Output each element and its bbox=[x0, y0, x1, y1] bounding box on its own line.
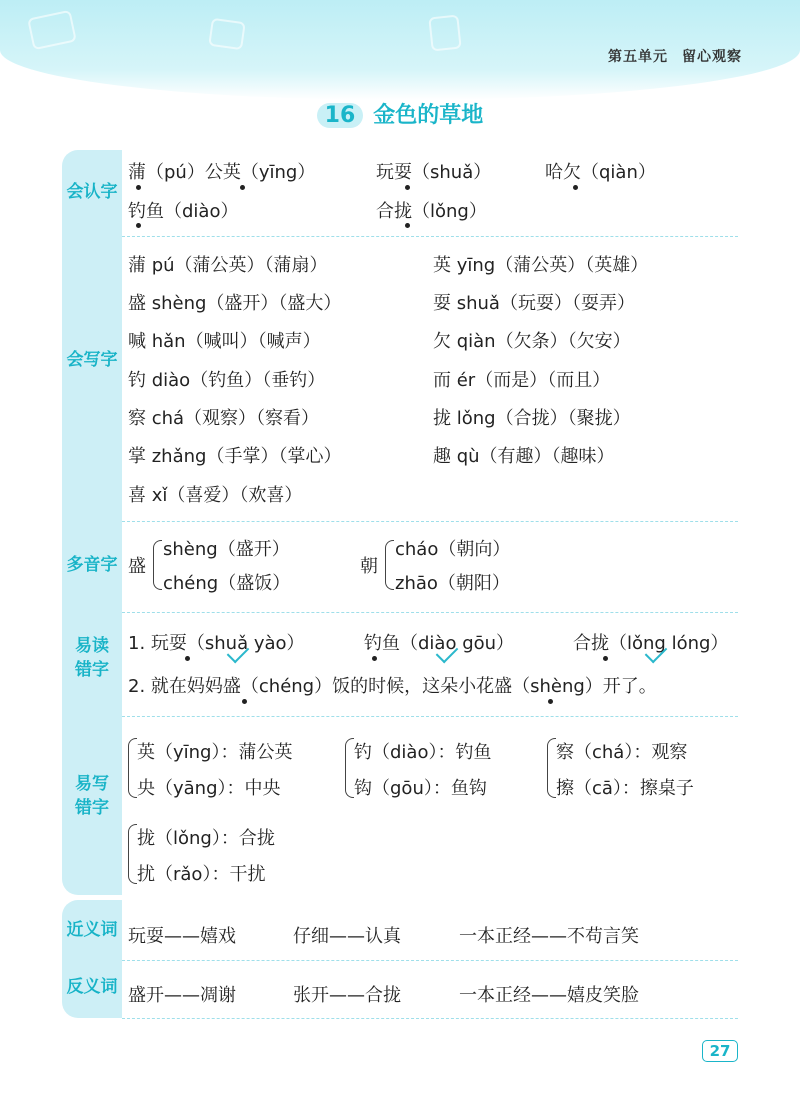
recognize-item: 哈欠（qiàn） bbox=[545, 162, 656, 183]
page-number: 27 bbox=[702, 1040, 738, 1062]
section-label-write: 会写字 bbox=[66, 350, 118, 370]
write-item: 喜 xǐ（喜爱）（欢喜） bbox=[128, 485, 303, 506]
section-divider bbox=[122, 1018, 738, 1019]
misread-item: 合拢（lǒng lóng） bbox=[573, 633, 729, 654]
antonym-item: 盛开——凋谢 bbox=[128, 985, 236, 1006]
write-item: 盛 shèng（盛开）（盛大） bbox=[128, 293, 342, 314]
miswrite-item: 钩（gōu）：鱼钩 bbox=[354, 778, 487, 799]
write-item: 耍 shuǎ（玩耍）（耍弄） bbox=[433, 293, 635, 314]
section-label-misread: 易读 错字 bbox=[75, 636, 109, 680]
section-label-antonyms: 反义词 bbox=[66, 977, 118, 997]
write-item: 蒲 pú（蒲公英）（蒲扇） bbox=[128, 255, 328, 276]
recognize-item: 合拢（lǒng） bbox=[376, 201, 487, 222]
miswrite-item: 英（yīng）：蒲公英 bbox=[137, 742, 293, 763]
misread-item: 1. 玩耍（shuǎ yào） bbox=[128, 633, 305, 654]
lesson-title bbox=[0, 98, 800, 129]
miswrite-item: 拢（lǒng）：合拢 bbox=[137, 828, 275, 849]
recognize-item: 蒲（pú）公英（yīng） bbox=[128, 162, 316, 183]
section-divider bbox=[122, 612, 738, 613]
section-label-miswrite: 易写 错字 bbox=[75, 774, 109, 818]
section-divider bbox=[122, 716, 738, 717]
section-divider bbox=[122, 960, 738, 961]
polyphone-char: 朝 bbox=[360, 556, 378, 577]
write-item: 察 chá（观察）（察看） bbox=[128, 408, 320, 429]
emphasis-dot bbox=[405, 185, 410, 190]
write-item: 掌 zhǎng（手掌）（掌心） bbox=[128, 446, 342, 467]
synonym-item: 玩耍——嬉戏 bbox=[128, 926, 236, 947]
emphasis-dot bbox=[405, 223, 410, 228]
miswrite-item: 钓（diào）：钓鱼 bbox=[354, 742, 492, 763]
polyphone-reading: cháo（朝向） bbox=[395, 539, 511, 560]
unit-header bbox=[608, 46, 742, 66]
brace bbox=[128, 738, 137, 798]
recognize-item: 玩耍（shuǎ） bbox=[376, 162, 492, 183]
emphasis-dot bbox=[372, 656, 377, 661]
emphasis-dot bbox=[136, 185, 141, 190]
polyphone-char: 盛 bbox=[128, 556, 146, 577]
emphasis-dot bbox=[185, 656, 190, 661]
section-label-synonyms: 近义词 bbox=[66, 920, 118, 940]
write-item: 喊 hǎn（喊叫）（喊声） bbox=[128, 331, 321, 352]
lesson-number: 16 bbox=[317, 103, 364, 128]
miswrite-item: 扰（rǎo）：干扰 bbox=[137, 864, 266, 885]
miswrite-item: 擦（cā）：擦桌子 bbox=[556, 778, 694, 799]
emphasis-dot bbox=[136, 223, 141, 228]
write-item: 英 yīng（蒲公英）（英雄） bbox=[433, 255, 649, 276]
section-divider bbox=[122, 236, 738, 237]
brace bbox=[385, 540, 394, 590]
write-item: 钓 diào（钓鱼）（垂钓） bbox=[128, 370, 326, 391]
synonym-item: 一本正经——不苟言笑 bbox=[459, 926, 639, 947]
polyphone-reading: shèng（盛开） bbox=[163, 539, 290, 560]
misread-item: 钓鱼（diào gōu） bbox=[364, 633, 515, 654]
miswrite-item: 察（chá）：观察 bbox=[556, 742, 688, 763]
emphasis-dot bbox=[242, 699, 247, 704]
section-label-polyphone: 多音字 bbox=[66, 555, 118, 575]
unit-theme: 留心观察 bbox=[682, 49, 742, 65]
brace bbox=[547, 738, 556, 798]
polyphone-reading: chéng（盛饭） bbox=[163, 573, 291, 594]
emphasis-dot bbox=[240, 185, 245, 190]
polyphone-reading: zhāo（朝阳） bbox=[395, 573, 510, 594]
write-item: 而 ér（而是）（而且） bbox=[433, 370, 611, 391]
emphasis-dot bbox=[603, 656, 608, 661]
decorative-doodle bbox=[208, 18, 246, 50]
antonym-item: 张开——合拢 bbox=[293, 985, 401, 1006]
emphasis-dot bbox=[548, 699, 553, 704]
brace bbox=[128, 824, 137, 884]
brace bbox=[345, 738, 354, 798]
write-item: 趣 qù（有趣）（趣味） bbox=[433, 446, 615, 467]
lesson-name: 金色的草地 bbox=[373, 103, 484, 128]
synonym-item: 仔细——认真 bbox=[293, 926, 401, 947]
brace bbox=[153, 540, 162, 590]
write-item: 欠 qiàn（欠条）（欠安） bbox=[433, 331, 631, 352]
section-divider bbox=[122, 521, 738, 522]
recognize-item: 钓鱼（diào） bbox=[128, 201, 239, 222]
emphasis-dot bbox=[573, 185, 578, 190]
misread-sentence: 2. 就在妈妈盛（chéng）饭的时候，这朵小花盛（shèng）开了。 bbox=[128, 676, 657, 697]
decorative-doodle bbox=[428, 15, 461, 52]
write-item: 拢 lǒng（合拢）（聚拢） bbox=[433, 408, 631, 429]
unit-label: 第五单元 bbox=[608, 49, 668, 65]
section-label-recognize: 会认字 bbox=[66, 182, 118, 202]
antonym-item: 一本正经——嬉皮笑脸 bbox=[459, 985, 639, 1006]
miswrite-item: 央（yāng）：中央 bbox=[137, 778, 281, 799]
